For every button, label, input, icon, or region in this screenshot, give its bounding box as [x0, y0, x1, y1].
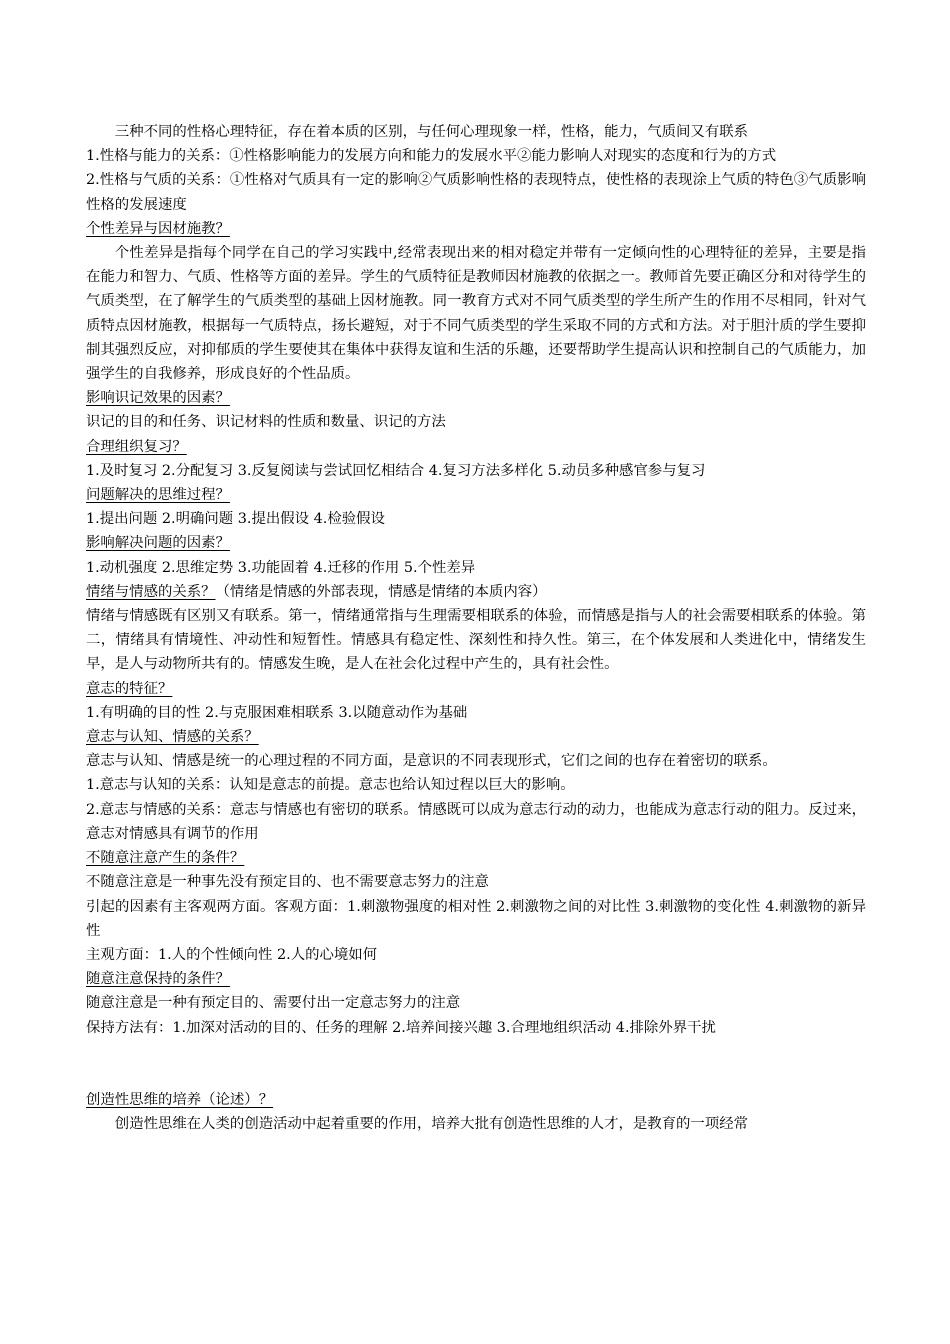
heading-problem-factors — [86, 531, 866, 555]
paragraph-will: 1.有明确的目的性 2.与克服困难相联系 3.以随意动作为基础 — [86, 704, 468, 721]
paragraph-problem-factors: 1.动机强度 2.思维定势 3.功能固着 4.迁移的作用 5.个性差异 — [86, 559, 476, 576]
paragraph-involuntary-definition: 不随意注意是一种事先没有预定目的、也不需要意志努力的注意 — [86, 874, 489, 891]
paragraph-emotion: 情绪与情感既有区别又有联系。第一，情绪通常指与生理需要相联系的体验，而情感是指与人的社会需要相联系的体验。第二，情绪具有情境性、冲动性和短暂性。情感具有稳定性、深刻性和持久性。第三，在个体发展和人类进化中，情绪发生早，是人与动物所共有的。情感发生晚，是人在社会化过程中产生的，具有社会性。 — [86, 608, 866, 673]
heading-emotion-note: （情绪是情感的外部表现，情感是情绪的本质内容） — [215, 583, 547, 600]
paragraph-will-relation: 意志与认知、情感是统一的心理过程的不同方面，是意识的不同表现形式，它们之间的也存在着密切的联系。 — [86, 753, 777, 770]
heading-will-relation-text: 意志与认知、情感的关系？ — [86, 729, 259, 746]
paragraph-creative-thinking: 创造性思维在人类的创造活动中起着重要的作用，培养大批有创造性思维的人才，是教育的一项经常 — [114, 1115, 748, 1132]
heading-emotion — [86, 580, 866, 604]
paragraph-memory-factors: 识记的目的和任务、识记材料的性质和数量、识记的方法 — [86, 414, 446, 431]
heading-review-text: 合理组织复习？ — [86, 438, 187, 455]
heading-will — [86, 677, 866, 701]
heading-review — [86, 435, 866, 459]
heading-involuntary-attention-text: 不随意注意产生的条件？ — [86, 850, 245, 867]
paragraph-character-ability: 1.性格与能力的关系：①性格影响能力的发展方向和能力的发展水平②能力影响人对现实的态度和行为的方式 — [86, 148, 777, 165]
heading-creative-thinking-text: 创造性思维的培养（论述）？ — [86, 1091, 274, 1108]
paragraph-voluntary-definition: 随意注意是一种有预定目的、需要付出一定意志努力的注意 — [86, 995, 461, 1012]
heading-memory-factors — [86, 386, 866, 410]
paragraph-will-emotion: 2.意志与情感的关系：意志与情感也有密切的联系。情感既可以成为意志行动的动力，也能成为意志行动的阻力。反过来，意志对情感具有调节的作用 — [86, 801, 866, 842]
heading-voluntary-attention-text: 随意注意保持的条件？ — [86, 971, 230, 988]
heading-individual-differences-text: 个性差异与因材施教？ — [86, 220, 230, 237]
heading-problem-solving — [86, 483, 866, 507]
paragraph-problem-solving: 1.提出问题 2.明确问题 3.提出假设 4.检验假设 — [86, 511, 385, 528]
heading-problem-solving-text: 问题解决的思维过程？ — [86, 487, 230, 504]
paragraph-character-temperament: 2.性格与气质的关系：①性格对气质具有一定的影响②气质影响性格的表现特点，使性格的表现涂上气质的特色③气质影响性格的发展速度 — [86, 172, 866, 213]
heading-creative-thinking — [86, 1088, 866, 1112]
heading-emotion-text: 情绪与情感的关系？ — [86, 583, 216, 600]
heading-involuntary-attention — [86, 846, 866, 870]
blank-gap — [86, 1040, 866, 1088]
paragraph-involuntary-subjective: 主观方面：1.人的个性倾向性 2.人的心境如何 — [86, 946, 378, 963]
paragraph-intro: 三种不同的性格心理特征，存在着本质的区别，与任何心理现象一样，性格，能力，气质间又有联系 — [114, 124, 748, 140]
heading-memory-factors-text: 影响识记效果的因素？ — [86, 390, 230, 407]
paragraph-involuntary-objective: 引起的因素有主客观两方面。客观方面：1.刺激物强度的相对性 2.刺激物之间的对比性 3.刺激物的变化性 4.刺激物的新异性 — [86, 898, 866, 939]
paragraph-will-cognition: 1.意志与认知的关系：认知是意志的前提。意志也给认知过程以巨大的影响。 — [86, 777, 575, 794]
paragraph-voluntary-keep: 保持方法有：1.加深对活动的目的、任务的理解 2.培养间接兴趣 3.合理地组织活动 4.排除外界干扰 — [86, 1019, 716, 1036]
heading-will-relation — [86, 725, 866, 749]
heading-voluntary-attention — [86, 967, 866, 991]
paragraph-individual-differences: 个性差异是指每个同学在自己的学习实践中,经常表现出来的相对稳定并带有一定倾向性的心理特征的差异，主要是指在能力和智力、气质、性格等方面的差异。学生的气质特征是教师因材施教的依据之一。教师首先要正确区分和对待学生的气质类型，在了解学生的气质类型的基础上因材施教。同一教育方式对不同气质类型的学生所产生的作用不尽相同，针对气质特点因材施教，根据每一气质特点，扬长避短，对于不同气质类型的学生采取不同的方式和方法。对于胆汁质的学生要抑制其强烈反应，对抑郁质的学生要使其在集体中获得友谊和生活的乐趣，还要帮助学生提高认识和控制自己的气质能力，加强学生的自我修养，形成良好的个性品质。 — [86, 245, 866, 383]
paragraph-review: 1.及时复习 2.分配复习 3.反复阅读与尝试回忆相结合 4.复习方法多样化 5.动员多种感官参与复习 — [86, 462, 706, 479]
heading-individual-differences — [86, 217, 866, 241]
document-page — [86, 120, 866, 1136]
heading-problem-factors-text: 影响解决问题的因素？ — [86, 535, 230, 552]
heading-will-text: 意志的特征？ — [86, 680, 173, 697]
